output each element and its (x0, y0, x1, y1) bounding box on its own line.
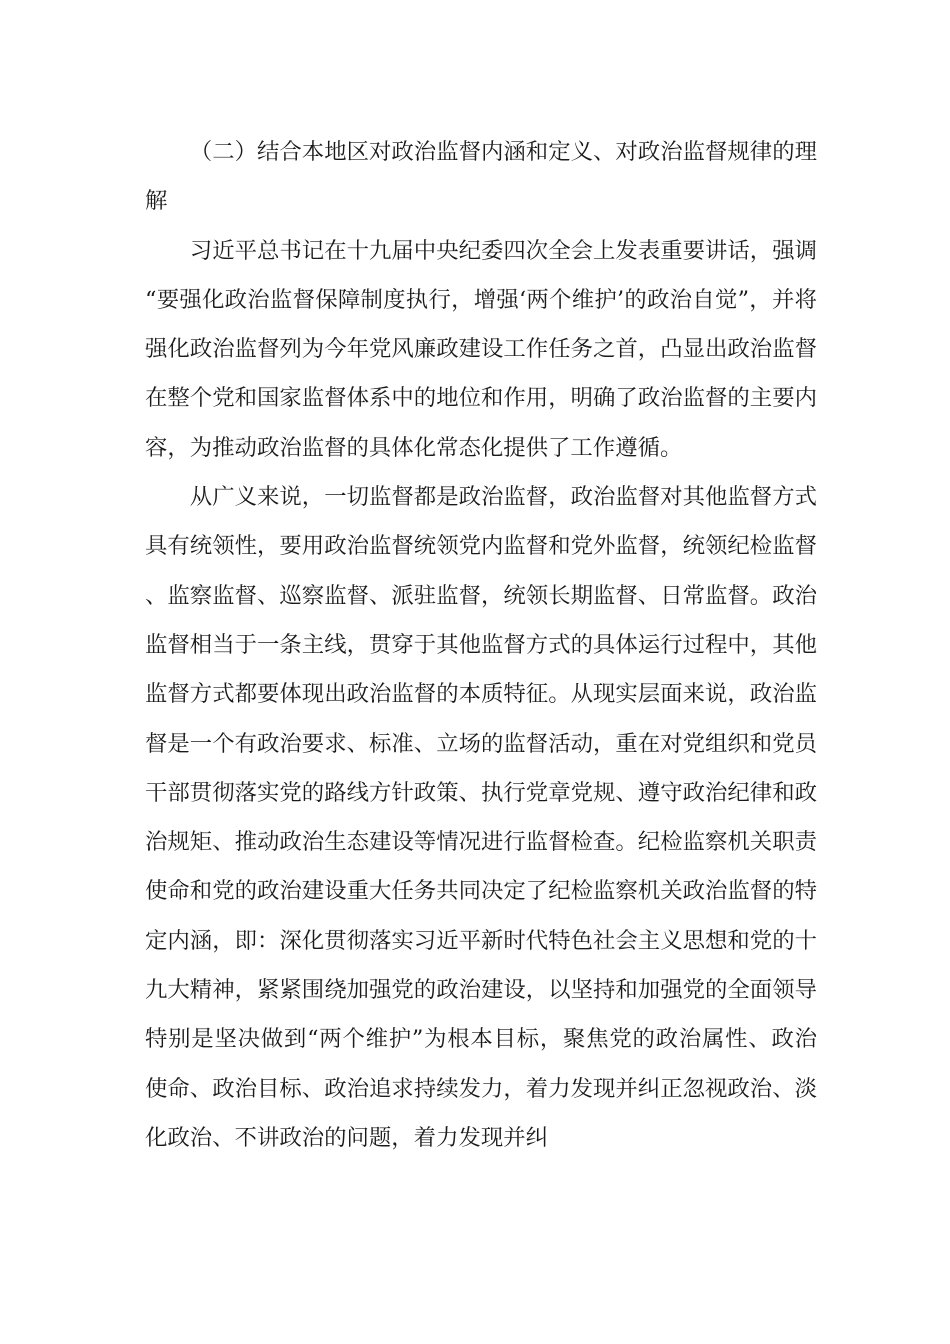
paragraph-1: 习近平总书记在十九届中央纪委四次全会上发表重要讲话，强调“要强化政治监督保障制度执行，增强‘两个维护’的政治自觉”，并将强化政治监督列为今年党风廉政建设工作任务之首，凸显出政治监督在整个党和国家监督体系中的地位和作用，明确了政治监督的主要内容，为推动政治监督的具体化常态化提供了工作遵循。 (145, 237, 817, 461)
paragraph-2: 从广义来说，一切监督都是政治监督，政治监督对其他监督方式具有统领性，要用政治监督统领党内监督和党外监督，统领纪检监督、监察监督、巡察监督、派驻监督，统领长期监督、日常监督。政治监督相当于一条主线，贯穿于其他监督方式的具体运行过程中，其他监督方式都要体现出政治监督的本质特征。从现实层面来说，政治监督是一个有政治要求、标准、立场的监督活动，重在对党组织和党员干部贯彻落实党的路线方针政策、执行党章党规、遵守政治纪律和政治规矩、推动政治生态建设等情况进行监督检查。纪检监察机关职责使命和党的政治建设重大任务共同决定了纪检监察机关政治监督的特定内涵，即：深化贯彻落实习近平新时代特色社会主义思想和党的十九大精神，紧紧围绕加强党的政治建设，以坚持和加强党的全面领导特别是坚决做到“两个维护”为根本目标，聚焦党的政治属性、政治使命、政治目标、政治追求持续发力，着力发现并纠正忽视政治、淡化政治、不讲政治的问题，着力发现并纠 (145, 484, 817, 1151)
document-body (145, 128, 817, 1163)
section-heading: （二）结合本地区对政治监督内涵和定义、对政治监督规律的理解 (145, 139, 817, 215)
